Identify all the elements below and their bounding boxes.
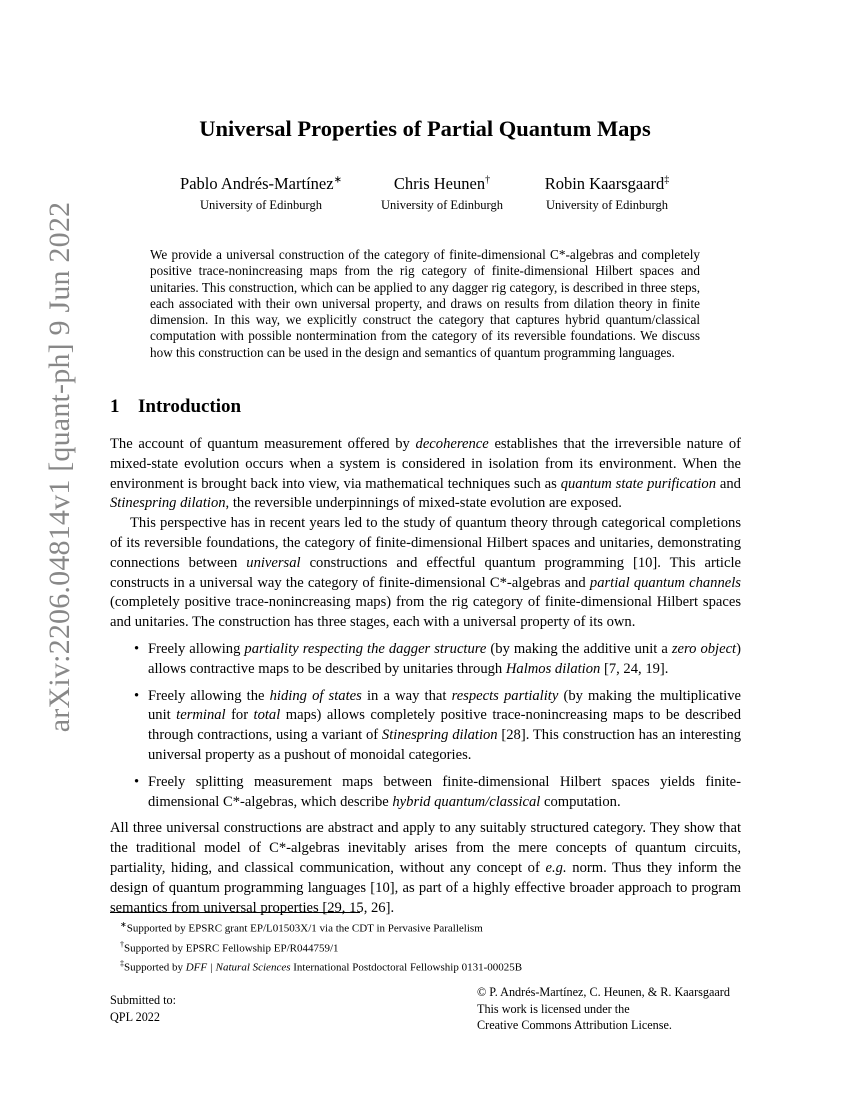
bullet-icon: • — [134, 687, 140, 704]
arxiv-stamp: arXiv:2206.04814v1 [quant-ph] 9 Jun 2022 — [43, 201, 76, 733]
paper-title: Universal Properties of Partial Quantum Maps — [199, 116, 651, 141]
paragraph-2: This perspective has in recent years led to the study of quantum theory through categorical completions of its reversible foundations, the category of finite-dimensional Hilbert spaces and unitaries, demonstrating connections between universal constructions and effectful quantum programming [10]. This article constructs in a universal way the category of finite-dimensional C*-algebras and partial quantum channels (completely positive trace-nonincreasing maps) from the rig category of finite-dimensional Hilbert spaces and unitaries. The construction has three stages, each with a universal property of its own. — [110, 515, 741, 631]
submission-info: Submitted to: QPL 2022 — [110, 993, 177, 1024]
paragraph-3: All three universal constructions are abstract and apply to any suitably structured category. They show that the traditional model of C*-algebras inevitably arises from the mere concepts of quantum circuits, partiality, hiding, and classical communication, without any concept of e.g. norm. Thus they inform the design of quantum programming languages [10], as part of a highly effective broader approach to program semantics from universal properties [29, 15, 26]. — [110, 820, 742, 916]
author-name: Pablo Andrés-Martínez — [180, 174, 334, 193]
list-item: • Freely splitting measurement maps between finite-dimensional Hilbert spaces yields finite-dimensional C*-algebras, which describe hybrid quantum/classical computation. — [134, 773, 741, 810]
footnotes — [120, 917, 740, 976]
bullet-list — [110, 640, 741, 812]
body-text — [110, 435, 741, 918]
bullet-icon: • — [134, 773, 140, 790]
author-2 — [347, 174, 537, 213]
paragraph-1: The account of quantum measurement offered by decoherence establishes that the irreversible nature of mixed-state evolution occurs when a system is considered in isolation from its environment. When the environment is brought back into view, via mathematical techniques such as quantum state purification and Stinespring dilation, the reversible underpinnings of mixed-state evolution are exposed. — [110, 436, 742, 512]
bullet-icon: • — [134, 640, 140, 657]
section-number: 1 — [110, 396, 120, 417]
footnote: ∗Supported by EPSRC grant EP/L01503X/1 via the CDT in Pervasive Parallelism — [120, 920, 483, 935]
author-mark: † — [485, 174, 491, 186]
author-1 — [166, 174, 356, 213]
author-mark: ‡ — [664, 174, 670, 186]
footnote: ‡Supported by DFF | Natural Sciences International Postdoctoral Fellowship 0131-00025B — [120, 959, 523, 974]
abstract: We provide a universal construction of the category of finite-dimensional C*-algebras and completely positive trace-nonincreasing maps from the rig category of finite-dimensional Hilbert spaces and unitaries. This construction, which can be applied to any dagger rig category, is described in three steps, each associated with their own universal property, and draws on results from dilation theory in finite dimension. In this way, we explicitly construct the category that captures hybrid quantum/classical computation with possible nontermination from the category of its reversible foundations. We discuss how this construction can be used in the design and semantics of quantum programming languages. — [150, 247, 700, 360]
author-3 — [512, 174, 702, 213]
author-name: Chris Heunen — [393, 174, 486, 193]
author-mark: ∗ — [333, 174, 342, 186]
section-title: Introduction — [138, 396, 242, 417]
author-name: Robin Kaarsgaard — [544, 174, 665, 193]
list-item: • Freely allowing the hiding of states in a way that respects partiality (by making the multiplicative unit terminal for total maps) allows completely positive trace-nonincreasing maps to be described through contractions, using a variant of Stinespring dilation [28]. This construction has an interesting universal property as a pushout of monoidal categories. — [134, 687, 741, 763]
author-affiliation: University of Edinburgh — [200, 198, 322, 212]
license-info: © P. Andrés-Martínez, C. Heunen, & R. Kaarsgaard This work is licensed under the Creative Commons Attribution License. — [477, 985, 730, 1032]
section-heading — [110, 396, 241, 418]
footnote-rule — [110, 912, 360, 913]
author-affiliation: University of Edinburgh — [381, 198, 503, 212]
list-item: • Freely allowing partiality respecting the dagger structure (by making the additive unit a zero object) allows contractive maps to be described by unitaries through Halmos dilation [7, 24, 19]. — [134, 640, 741, 677]
author-affiliation: University of Edinburgh — [546, 198, 668, 212]
footnote: †Supported by EPSRC Fellowship EP/R044759/1 — [120, 939, 339, 955]
